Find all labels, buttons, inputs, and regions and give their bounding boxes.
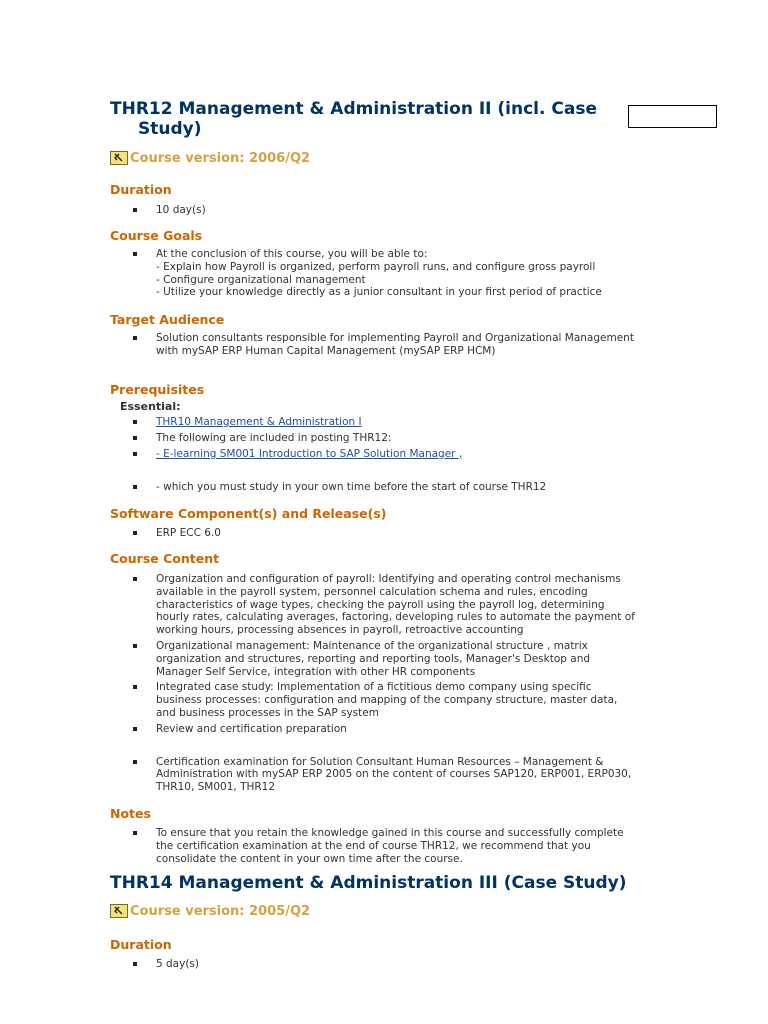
duration-list (132, 204, 672, 217)
content-line: Integrated case study: Implementation of a fictitious demo company using specific (156, 681, 592, 694)
goals-line: - Explain how Payroll is organized, perform payroll runs, and configure gross payroll (156, 260, 596, 273)
audience-line: Solution consultants responsible for implementing Payroll and Organizational Management (156, 332, 634, 344)
course-title-line2: Study) (138, 119, 202, 139)
software-heading: Software Component(s) and Release(s) (110, 506, 387, 521)
content-line: characteristics of wage types, checking the payroll using the payroll log, determining (156, 598, 605, 611)
content-list (132, 573, 672, 794)
prereq-item: The following are included in posting THR12: (132, 432, 672, 445)
content-line: and business processes in the SAP system (156, 706, 379, 719)
course-version-icon (110, 151, 128, 165)
content-item (132, 640, 672, 678)
goals-line: At the conclusion of this course, you will be able to: (156, 248, 428, 260)
content-line: Manager Self Service, integration with other HR components (156, 665, 476, 678)
content-item (132, 681, 672, 719)
goals-list (132, 248, 672, 299)
content-line: organization and structures, reporting and reporting tools, Manager's Desktop and (156, 652, 591, 665)
course2-title: THR14 Management & Administration III (Case Study) (110, 873, 627, 893)
duration-value: 10 day(s) (132, 204, 672, 217)
course-title-line1: THR12 Management & Administration II (incl. Case (110, 99, 597, 119)
goals-item (132, 248, 672, 299)
content-heading: Course Content (110, 551, 220, 566)
course-title (110, 99, 620, 139)
content-line: working hours, processing absences in payroll, retroactive accounting (156, 624, 524, 637)
content-item (132, 573, 672, 637)
content-line: Organizational management: Maintenance of the organizational structure , matrix (156, 639, 588, 652)
software-list (132, 527, 672, 540)
notes-item (132, 827, 672, 865)
notes-list (132, 827, 672, 865)
prereq-item: - which you must study in your own time before the start of course THR12 (132, 481, 672, 494)
content-line: business processes: configuration and mapping of the company structure, master data, (156, 694, 618, 707)
course2-duration-heading: Duration (110, 937, 172, 952)
content-line: Certification examination for Solution Consultant Human Resources – Management & (156, 755, 604, 768)
goals-line: - Configure organizational management (156, 273, 366, 286)
goals-line: - Utilize your knowledge directly as a junior consultant in your first period of practice (156, 286, 602, 299)
notes-line: consolidate the content in your own time after the course. (156, 852, 463, 865)
goals-heading: Course Goals (110, 228, 203, 243)
course2-version (110, 902, 310, 920)
prereq-link-sm001[interactable]: - E-learning SM001 Introduction to SAP Solution Manager , (156, 447, 463, 460)
software-item: ERP ECC 6.0 (132, 527, 672, 540)
content-item (132, 756, 672, 794)
notes-line: the certification examination at the end of course THR12, we recommend that you (156, 839, 591, 852)
course2-duration-list (132, 958, 672, 971)
notes-line: To ensure that you retain the knowledge gained in this course and successfully complete (156, 827, 624, 839)
course-version-text: Course version: 2006/Q2 (130, 150, 311, 166)
course2-version-text: Course version: 2005/Q2 (130, 903, 311, 919)
content-item (132, 723, 672, 736)
duration-heading: Duration (110, 182, 172, 197)
course-version (110, 149, 310, 167)
content-line: Administration with mySAP ERP 2005 on the content of courses SAP120, ERP001, ERP030, (156, 768, 632, 781)
content-line: Review and certification preparation (156, 722, 347, 735)
prereq-link-thr10[interactable]: THR10 Management & Administration I (156, 416, 362, 428)
prerequisites-list (132, 416, 672, 494)
audience-heading: Target Audience (110, 312, 225, 327)
content-line: Organization and configuration of payroll: Identifying and operating control mechanisms (156, 573, 621, 585)
audience-item (132, 332, 672, 358)
prereq-item (132, 416, 672, 429)
essential-label: Essential: (120, 400, 181, 413)
prereq-item (132, 448, 672, 461)
empty-box (628, 105, 717, 128)
audience-list (132, 332, 672, 358)
prerequisites-heading: Prerequisites (110, 382, 205, 397)
course2-duration-value: 5 day(s) (132, 958, 672, 971)
content-line: THR10, SM001, THR12 (156, 781, 276, 794)
course2-version-icon (110, 904, 128, 918)
audience-line: with mySAP ERP Human Capital Management (mySAP ERP HCM) (156, 344, 496, 357)
notes-heading: Notes (110, 806, 151, 821)
content-line: hourly rates, calculating averages, factoring, developing rules to automate the payment of (156, 611, 635, 624)
content-line: available in the payroll system, personnel calculation schema and rules, encoding (156, 585, 588, 598)
